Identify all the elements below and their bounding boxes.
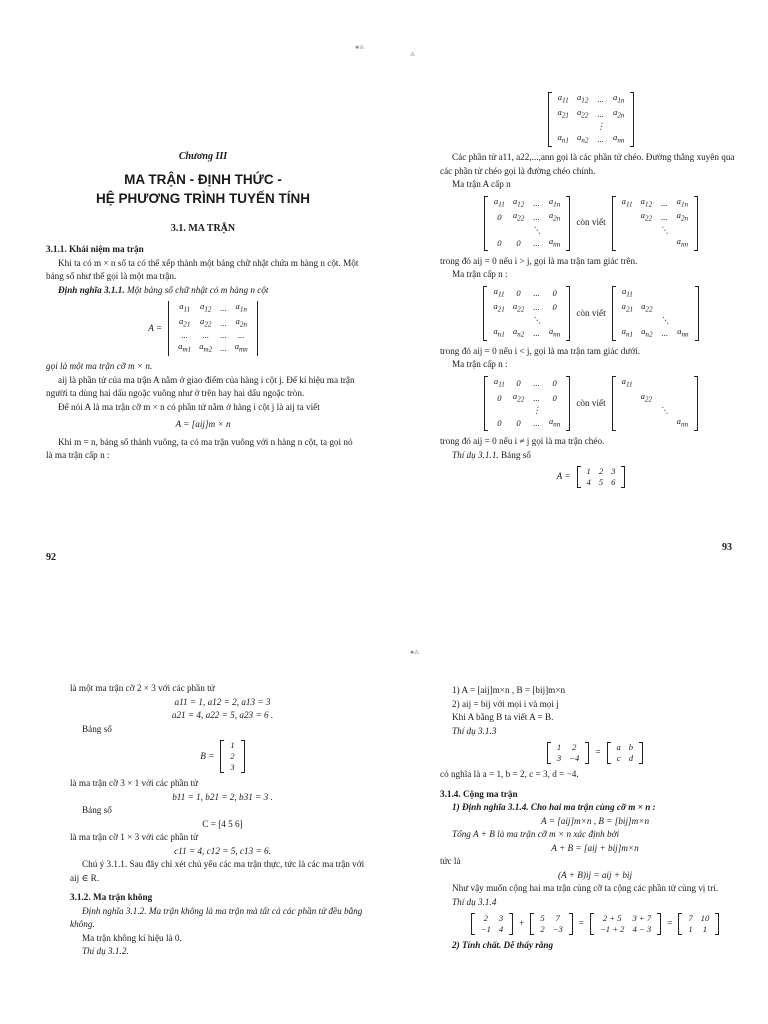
condition: 2) aij = bij với mọi i và mọi j [452, 698, 559, 709]
matrix-lower-triangular: $a_{11}$ 0 ... 0 $a_{21}$ $a_{22}$ ... 0 ⋱ $a_{n1}$ $a_{n2}$ ... $a_{nn}$ còn viết $a_{11}$ $a_{21}$ $a_{22}$ ⋱ $a_{n1}$ $a_{n2}$ ... $a_{nn}$ [440, 286, 742, 341]
matrix-upper-triangular: $a_{11}$ $a_{12}$ ... $a_{1n}$ 0 $a_{22}$ ... $a_{2n}$ ⋱ 0 0 ... $a_{nn}$ còn viết $a_{11}$ $a_{12}$ ... $a_{1n}$ $a_{22}$ ... $a_{2n}$ ⋱ $a_{nn}$ [440, 196, 742, 251]
paragraph: Tổng A + B là ma trận cỡ m × n xác định bởi [452, 829, 620, 839]
example-label: Thí dụ 3.1.4 [452, 896, 497, 907]
library-stamp-icon: ✱⁂ [355, 46, 365, 51]
formula: (A + B)ij = aij + bij [557, 869, 633, 880]
inline-text: còn viết [576, 397, 606, 408]
matrix-label: A = [148, 322, 163, 333]
formula: b11 = 1, b21 = 2, b31 = 3 . [172, 791, 273, 802]
matrix-general: $a_{11}$ $a_{12}$ ... $a_{1n}$ $a_{21}$ $a_{22}$ ... $a_{2n}$ ... ... ... ... $a_{m1}$ $a_{m2}$ ... $a_{mn}$ [168, 301, 258, 356]
chapter-title-line2: HỆ PHƯƠNG TRÌNH TUYẾN TÍNH [96, 190, 310, 206]
page-number: 92 [46, 552, 56, 563]
paragraph: là một ma trận cỡ 2 × 3 với các phần tử [70, 683, 215, 693]
matrix-a-display [46, 301, 360, 356]
inline-text: còn viết [576, 217, 606, 228]
library-stamp-icon: ✱⁂ [410, 651, 420, 656]
paragraph: trong đó aij = 0 nếu i ≠ j gọi là ma trận chéo. [440, 436, 605, 447]
paragraph: là ma trận cỡ 3 × 1 với các phần tử [70, 778, 199, 788]
paragraph: Ma trận A cấp n [452, 179, 511, 190]
page-92 [46, 150, 360, 463]
paragraph: Ma trận cấp n : [452, 269, 508, 280]
formula: A + B = [aij + bij]m×n [551, 842, 639, 853]
definition-text: Một bảng số chữ nhật có m hàng n cột [126, 284, 269, 295]
page-number: 93 [722, 542, 732, 553]
definition-label: 1) Định nghĩa 3.1.4. Cho hai ma trận cùng cỡ m × n : [452, 802, 656, 812]
subsection-heading: 3.1.2. Ma trận không [70, 892, 153, 902]
formula: A = [aij]m × n [175, 419, 231, 430]
inline-text: còn viết [576, 307, 606, 318]
matrix-b-display: B = 1 2 3 [70, 740, 375, 773]
formula: a11 = 1, a12 = 2, a13 = 3 [174, 696, 271, 707]
page-94 [70, 682, 375, 959]
matrix-sum-example: 2 3 −1 4 + 5 7 2 −3 = 2 + 5 3 + 7 −1 + 2 4 − 3 = 7 10 1 1 [440, 913, 750, 935]
page-95 [440, 684, 750, 953]
paragraph: Ma trận cấp n : [452, 359, 508, 370]
formula: A = [aij]m×n , B = [bij]m×n [540, 815, 650, 826]
spread-bottom [0, 512, 768, 1024]
matrix-equality: 1 2 3 −4 = a b c d [440, 742, 750, 764]
paragraph: gọi là một ma trận cỡ m × n. [46, 361, 153, 372]
formula: a21 = 4, a22 = 5, a23 = 6 . [171, 710, 274, 720]
subsection-heading: 3.1.4. Cộng ma trận [440, 788, 518, 799]
paragraph: Như vậy muốn cộng hai ma trận cùng cỡ ta cộng các phần tử cùng vị trí. [452, 883, 719, 893]
matrix-diagonal: $a_{11}$ 0 ... 0 0 $a_{22}$ ... 0 ⋮ 0 0 ... $a_{nn}$ còn viết $a_{11}$ $a_{22}$ ⋱ $a_{nn}$ [440, 376, 742, 431]
paragraph: Các phần tử a11, a22,...,ann gọi là các phần tử chéo. Đường thẳng xuyên qua các phần tử chéo gọi là đường chéo chính. [440, 152, 735, 176]
paragraph: trong đó aij = 0 nếu i < j, gọi là ma trận tam giác dưới. [440, 345, 641, 356]
example-text: Bảng số [501, 449, 531, 460]
matrix-square: $a_{11}$ $a_{12}$ ... $a_{1n}$ $a_{21}$ $a_{22}$ ... $a_{2n}$ ⋮ $a_{n1}$ $a_{n2}$ ... $a_{nn}$ [440, 92, 742, 147]
paragraph: Khi m = n, bảng số thành vuông, ta có ma trận vuông với n hàng n cột, ta gọi nó là ma trận cấp n : [46, 436, 353, 461]
subsection-heading: 3.1.1. Khái niệm ma trận [46, 244, 144, 254]
definition-text: Định nghĩa 3.1.2. Ma trận không là ma trận mà tất cả các phần tử đều bằng không. [70, 905, 363, 929]
definition-label: Định nghĩa 3.1.1. [58, 284, 125, 295]
chapter-label: Chương III [178, 151, 228, 162]
property-heading: 2) Tính chất. Dễ thấy rằng [452, 940, 554, 950]
formula: C = [4 5 6] [202, 818, 243, 829]
library-stamp-icon: ⁂ [410, 53, 415, 58]
paragraph: là ma trận cỡ 1 × 3 với các phần tử [70, 832, 199, 842]
paragraph: Bảng số [82, 723, 112, 734]
paragraph: Bảng số [82, 805, 112, 815]
matrix-label: B = [200, 750, 215, 761]
paragraph: trong đó aij = 0 nếu i > j, gọi là ma trận tam giác trên. [440, 255, 638, 266]
paragraph: Khi ta có m × n số ta có thể xếp thành một bảng chữ nhật chứa m hàng n cột. Một bảng số như thế gọi là một ma trận. [46, 257, 359, 281]
example-label: Thí dụ 3.1.1. [452, 449, 499, 460]
formula: c11 = 4, c12 = 5, c13 = 6. [174, 845, 271, 856]
section-heading: 3.1. MA TRẬN [170, 222, 236, 234]
paragraph: Khi A bằng B ta viết A = B. [452, 712, 554, 722]
condition: 1) A = [aij]m×n , B = [bij]m×n [452, 685, 566, 695]
example-matrix: A = 1 2 3 4 5 6 [440, 466, 742, 488]
chapter-title-line1: MA TRẬN - ĐỊNH THỨC - [124, 171, 282, 187]
paragraph: Chú ý 3.1.1. Sau đây chỉ xét chủ yếu các ma trận thực, tức là các ma trận với aij ∈ R. [70, 859, 365, 883]
paragraph: Để nói A là ma trận cỡ m × n có phần tử nằm ở hàng i cột j là aij ta viết [58, 401, 320, 412]
paragraph: aij là phần tử của ma trận A nằm ở giao điểm của hàng i cột j. Để kí hiệu ma trận người ta dùng hai dấu ngoặc vuông như ở trên hay hai dấu ngoặc tròn. [46, 374, 355, 399]
example-label: Thí dụ 3.1.3 [452, 725, 497, 736]
paragraph: có nghĩa là a = 1, b = 2, c = 3, d = −4. [440, 769, 579, 779]
page-93 [440, 92, 742, 492]
paragraph: Ma trận không kí hiệu là 0. [82, 932, 182, 943]
paragraph: tức là [440, 856, 461, 866]
matrix-label: A = [556, 471, 571, 482]
example-label: Thí dụ 3.1.2. [82, 946, 129, 956]
